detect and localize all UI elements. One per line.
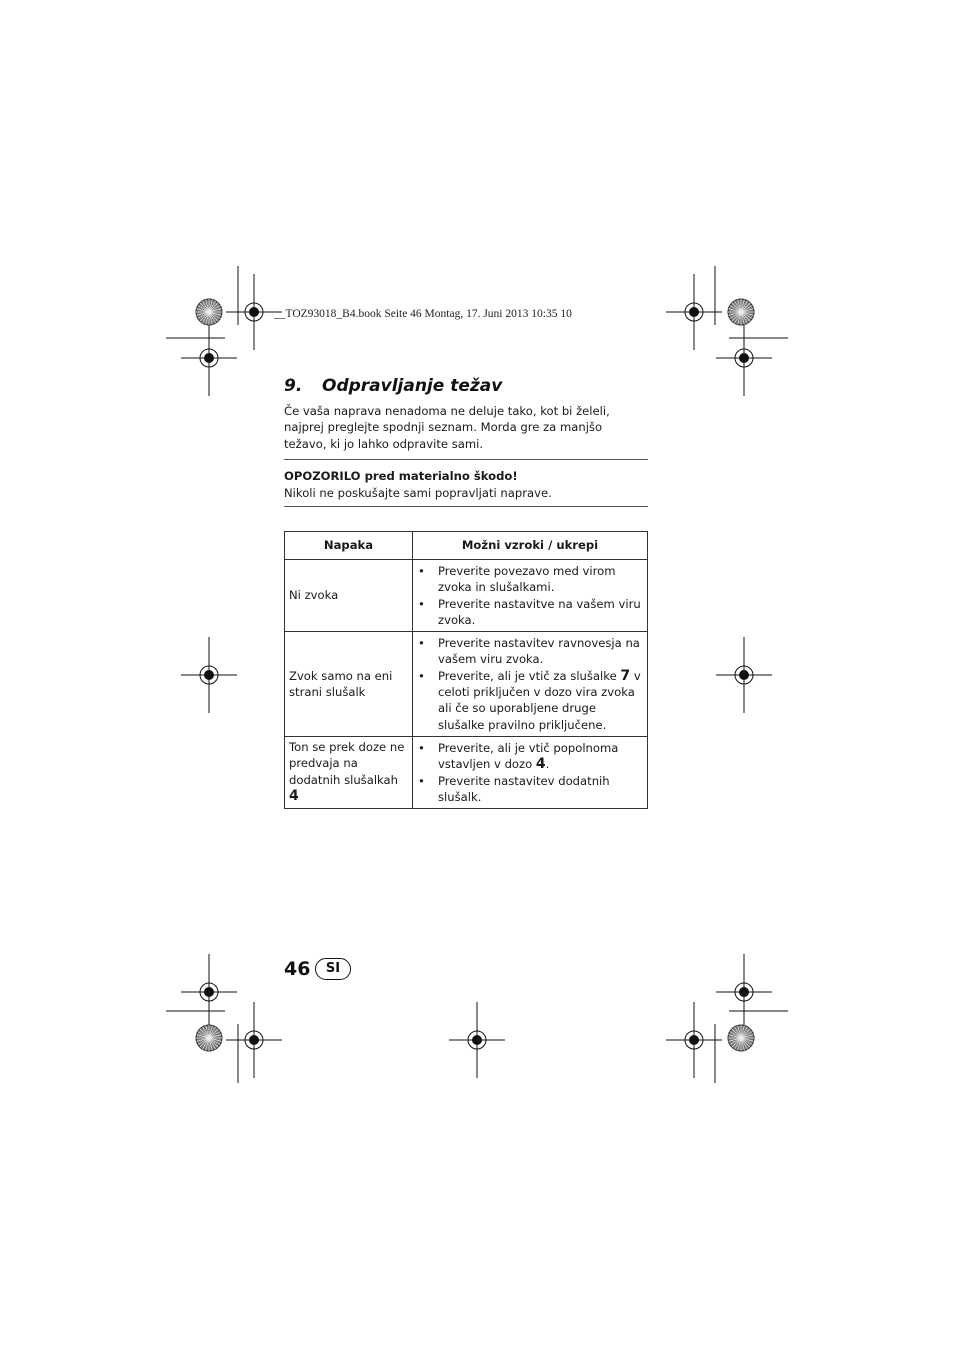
- print-header: __TOZ93018_B4.book Seite 46 Montag, 17. Juni 2013 10:35 10: [274, 308, 572, 320]
- remedy-text: Preverite nastavitev dodatnih slušalk.: [438, 773, 610, 804]
- section-heading: [284, 376, 502, 396]
- bullet-icon: •: [418, 773, 425, 788]
- table-row: [285, 736, 648, 808]
- remedy-cell: [413, 736, 648, 808]
- remedy-list: [413, 563, 644, 628]
- table-row: [285, 632, 648, 737]
- list-item: [413, 635, 644, 668]
- bullet-icon: •: [418, 740, 425, 755]
- section-title: Odpravljanje težav: [322, 376, 503, 396]
- table-row: [285, 560, 648, 632]
- section-number: 9.: [284, 376, 303, 396]
- bullet-icon: •: [418, 564, 425, 578]
- rosette-mark: [196, 1025, 222, 1051]
- crosshair-mark: [181, 954, 237, 1030]
- bullet-icon: •: [418, 636, 425, 651]
- column-header-remedies: Možni vzroki / ukrepi: [413, 532, 648, 560]
- list-item: [413, 563, 644, 596]
- crosshair-mark: [226, 1002, 282, 1078]
- remedy-text: Preverite povezavo med virom zvoka in slušalkami.: [438, 564, 616, 595]
- rosette-mark: [196, 299, 222, 325]
- page-number: 46: [284, 958, 311, 980]
- remedy-list: [413, 635, 644, 733]
- remedy-text: Preverite nastavitve na vašem viru zvoka.: [438, 596, 641, 627]
- remedy-text: Preverite, ali je vtič popolnoma vstavljen v dozo: [438, 740, 619, 772]
- remedy-cell: [413, 560, 648, 632]
- remedy-cell: [413, 632, 648, 737]
- crosshair-mark: [181, 637, 237, 713]
- crosshair-mark: [449, 1002, 505, 1078]
- remedy-list: [413, 740, 644, 805]
- crosshair-mark: [181, 320, 237, 396]
- crosshair-mark: [716, 320, 772, 396]
- list-item: [413, 740, 644, 773]
- language-badge: SI: [315, 958, 351, 980]
- warning-top-rule: [284, 459, 648, 460]
- bullet-icon: •: [418, 668, 425, 683]
- remedy-text: Preverite, ali je vtič za slušalke: [438, 668, 621, 683]
- table-header-row: [285, 532, 648, 560]
- list-item: [413, 596, 644, 629]
- list-item: [413, 668, 644, 733]
- crosshair-mark: [716, 637, 772, 713]
- warning-title: OPOZORILO pred materialno škodo!: [284, 469, 518, 483]
- column-header-fault: Napaka: [285, 532, 413, 560]
- part-number: 4: [289, 787, 299, 804]
- crosshair-mark: [716, 954, 772, 1030]
- bullet-icon: •: [418, 596, 425, 611]
- part-number: 7: [620, 667, 631, 684]
- warning-text: Nikoli ne poskušajte sami popravljati naprave.: [284, 486, 552, 500]
- fault-cell: [285, 736, 413, 808]
- fault-text: Ton se prek doze ne predvaja na dodatnih slušalkah: [289, 739, 405, 787]
- crosshair-mark: [666, 274, 722, 350]
- rosette-mark: [728, 299, 754, 325]
- fault-cell: Ni zvoka: [285, 560, 413, 632]
- list-item: [413, 773, 644, 806]
- fault-cell: Zvok samo na eni strani slušalk: [285, 632, 413, 737]
- warning-bottom-rule: [284, 506, 648, 507]
- remedy-text: Preverite nastavitev ravnovesja na vašem viru zvoka.: [438, 636, 640, 667]
- troubleshooting-table: [284, 531, 648, 809]
- remedy-text: .: [545, 757, 550, 772]
- intro-paragraph: Če vaša naprava nenadoma ne deluje tako, kot bi želeli, najprej preglejte spodnji seznam. Morda gre za manjšo težavo, ki jo lahko odpravite sami.: [284, 404, 610, 451]
- remedy-text: v celoti priključen v dozo vira zvoka ali če so uporabljene druge slušalke pravilno priključene.: [438, 668, 641, 732]
- part-number: 4: [535, 756, 546, 773]
- crosshair-mark: [666, 1002, 722, 1078]
- rosette-mark: [728, 1025, 754, 1051]
